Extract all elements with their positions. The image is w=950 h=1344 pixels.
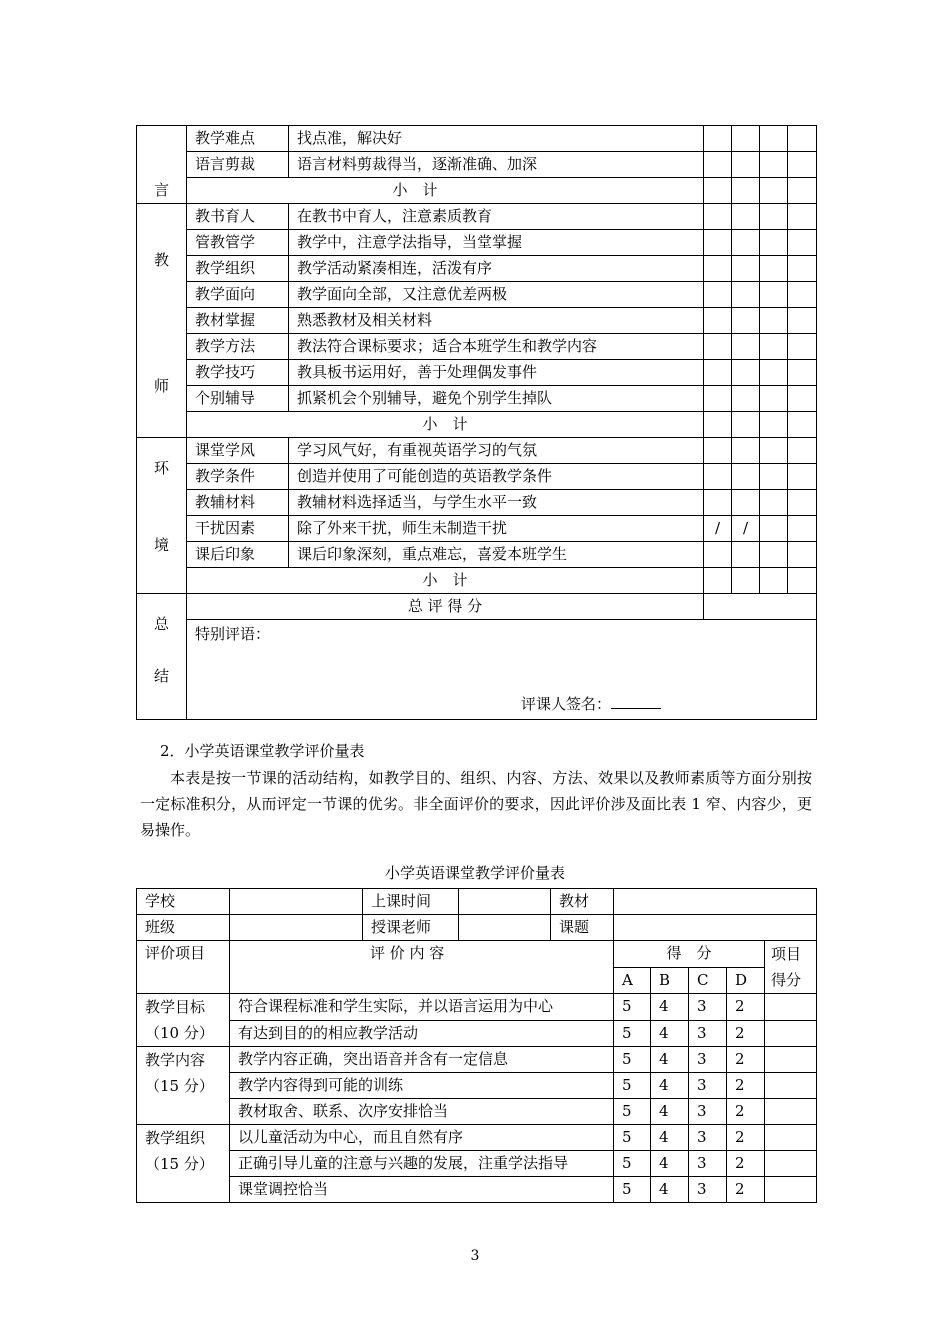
score-d: 2 bbox=[727, 1177, 765, 1203]
total-score-value bbox=[704, 594, 817, 620]
remark-label: 特别评语： bbox=[195, 625, 271, 644]
row-desc: 教学内容得到可能的训练 bbox=[230, 1073, 614, 1099]
score-b: 4 bbox=[651, 1177, 689, 1203]
subtotal-label: 小 计 bbox=[187, 178, 704, 204]
school-label: 学校 bbox=[137, 889, 230, 915]
table-row bbox=[137, 152, 817, 178]
total-score-label: 总 评 得 分 bbox=[187, 594, 704, 620]
teacher-value bbox=[459, 915, 551, 941]
score-a: 5 bbox=[614, 1125, 651, 1151]
school-value bbox=[230, 889, 363, 915]
score-d: 2 bbox=[727, 1099, 765, 1125]
item-desc: 教学中，注意学法指导，当堂掌握 bbox=[289, 230, 704, 256]
row-desc: 课堂调控恰当 bbox=[230, 1177, 614, 1203]
score-c: 3 bbox=[689, 1073, 727, 1099]
table-row bbox=[137, 334, 817, 360]
score-d: 2 bbox=[727, 994, 765, 1021]
group-goal: 教学目标 （10 分） bbox=[137, 994, 230, 1047]
score-c: 3 bbox=[689, 994, 727, 1021]
table-row bbox=[137, 464, 817, 490]
score-a: 5 bbox=[614, 1047, 651, 1073]
eval-item-header: 评价项目 bbox=[137, 941, 230, 994]
material-label: 教材 bbox=[551, 889, 614, 915]
item-score-cell bbox=[765, 1177, 817, 1203]
score-b: 4 bbox=[651, 994, 689, 1021]
table-row bbox=[137, 360, 817, 386]
item-label: 语言剪裁 bbox=[187, 152, 289, 178]
score-a: 5 bbox=[614, 1177, 651, 1203]
signature-line bbox=[611, 694, 661, 709]
item-desc: 学习风气好，有重视英语学习的气氛 bbox=[289, 438, 704, 464]
category-environment: 环 境 bbox=[137, 438, 187, 594]
eval-content-header: 评 价 内 容 bbox=[230, 941, 614, 994]
table-row bbox=[137, 1047, 817, 1073]
item-label: 课堂学风 bbox=[187, 438, 289, 464]
category-summary: 总 结 bbox=[137, 594, 187, 720]
table-row bbox=[137, 204, 817, 230]
item-desc: 在教书中育人，注意素质教育 bbox=[289, 204, 704, 230]
item-label: 管教管学 bbox=[187, 230, 289, 256]
score-mark: / bbox=[704, 516, 732, 542]
signer-label: 评课人签名： bbox=[521, 695, 612, 713]
table-row bbox=[137, 386, 817, 412]
table-row bbox=[137, 308, 817, 334]
table-row bbox=[137, 516, 817, 542]
table-row bbox=[137, 1125, 817, 1151]
item-label: 教学条件 bbox=[187, 464, 289, 490]
item-label: 教学方法 bbox=[187, 334, 289, 360]
item-score-cell bbox=[765, 1020, 817, 1047]
item-desc: 找点准，解决好 bbox=[289, 126, 704, 152]
row-desc: 符合课程标准和学生实际，并以语言运用为中心 bbox=[230, 994, 614, 1021]
score-a: 5 bbox=[614, 994, 651, 1021]
score-header: 得 分 bbox=[614, 941, 765, 968]
group-content: 教学内容 （15 分） bbox=[137, 1047, 230, 1125]
class-label: 班级 bbox=[137, 915, 230, 941]
row-desc: 正确引导儿童的注意与兴趣的发展，注重学法指导 bbox=[230, 1151, 614, 1177]
item-score-cell bbox=[765, 1151, 817, 1177]
score-b: 4 bbox=[651, 1073, 689, 1099]
item-desc: 抓紧机会个别辅导，避免个别学生掉队 bbox=[289, 386, 704, 412]
item-desc: 语言材料剪裁得当，逐渐准确、加深 bbox=[289, 152, 704, 178]
class-value bbox=[230, 915, 363, 941]
score-c: 3 bbox=[689, 1125, 727, 1151]
item-desc: 创造并使用了可能创造的英语教学条件 bbox=[289, 464, 704, 490]
remark-row bbox=[137, 620, 817, 720]
item-desc: 教具板书运用好，善于处理偶发事件 bbox=[289, 360, 704, 386]
score-b: 4 bbox=[651, 1151, 689, 1177]
info-row bbox=[137, 889, 817, 915]
table-row bbox=[137, 1177, 817, 1203]
signature-area bbox=[521, 692, 661, 717]
grade-a: A bbox=[614, 967, 651, 994]
evaluation-table-2 bbox=[136, 888, 817, 1203]
subtotal-row bbox=[137, 178, 817, 204]
table-row bbox=[137, 994, 817, 1021]
score-d: 2 bbox=[727, 1125, 765, 1151]
item-label: 教学组织 bbox=[187, 256, 289, 282]
category-teacher: 教 师 bbox=[137, 204, 187, 438]
item-label: 课后印象 bbox=[187, 542, 289, 568]
item-desc: 课后印象深刻，重点难忘，喜爱本班学生 bbox=[289, 542, 704, 568]
table-row bbox=[137, 230, 817, 256]
material-value bbox=[614, 889, 817, 915]
teacher-label: 授课老师 bbox=[363, 915, 459, 941]
item-label: 教学面向 bbox=[187, 282, 289, 308]
table-row bbox=[137, 256, 817, 282]
table-row bbox=[137, 542, 817, 568]
category-language: 言 bbox=[137, 126, 187, 204]
item-label: 教书育人 bbox=[187, 204, 289, 230]
intro-paragraph: 本表是按一节课的活动结构，如教学目的、组织、内容、方法、效果以及教师素质等方面分别按一定标准积分，从而评定一节课的优劣。非全面评价的要求，因此评价涉及面比表 1 窄、内容少，更易操作。 bbox=[140, 769, 812, 839]
header-row bbox=[137, 941, 817, 968]
item-label: 个别辅导 bbox=[187, 386, 289, 412]
score-c: 3 bbox=[689, 1177, 727, 1203]
item-score-cell bbox=[765, 994, 817, 1021]
topic-label: 课题 bbox=[551, 915, 614, 941]
score-b: 4 bbox=[651, 1125, 689, 1151]
section-title: 2．小学英语课堂教学评价量表 bbox=[160, 742, 365, 760]
item-score-cell bbox=[765, 1125, 817, 1151]
score-a: 5 bbox=[614, 1151, 651, 1177]
subtotal-label: 小 计 bbox=[187, 568, 704, 594]
subtotal-row bbox=[137, 568, 817, 594]
score-d: 2 bbox=[727, 1073, 765, 1099]
item-label: 干扰因素 bbox=[187, 516, 289, 542]
time-value bbox=[459, 889, 551, 915]
item-desc: 教法符合课标要求；适合本班学生和教学内容 bbox=[289, 334, 704, 360]
score-a: 5 bbox=[614, 1020, 651, 1047]
score-b: 4 bbox=[651, 1099, 689, 1125]
row-desc: 教材取舍、联系、次序安排恰当 bbox=[230, 1099, 614, 1125]
item-label: 教辅材料 bbox=[187, 490, 289, 516]
table-row bbox=[137, 1073, 817, 1099]
item-label: 教学难点 bbox=[187, 126, 289, 152]
score-c: 3 bbox=[689, 1151, 727, 1177]
item-desc: 教辅材料选择适当，与学生水平一致 bbox=[289, 490, 704, 516]
item-label: 教学技巧 bbox=[187, 360, 289, 386]
topic-value bbox=[614, 915, 817, 941]
time-label: 上课时间 bbox=[363, 889, 459, 915]
score-a: 5 bbox=[614, 1073, 651, 1099]
table-caption: 小学英语课堂教学评价量表 bbox=[384, 864, 565, 882]
item-score-cell bbox=[765, 1099, 817, 1125]
evaluation-table-1 bbox=[136, 125, 817, 720]
score-b: 4 bbox=[651, 1020, 689, 1047]
row-desc: 有达到目的的相应教学活动 bbox=[230, 1020, 614, 1047]
total-row bbox=[137, 594, 817, 620]
grade-c: C bbox=[689, 967, 727, 994]
score-d: 2 bbox=[727, 1151, 765, 1177]
table-row bbox=[137, 1151, 817, 1177]
item-score-header: 项目 得分 bbox=[765, 941, 817, 994]
score-mark: / bbox=[732, 516, 760, 542]
score-c: 3 bbox=[689, 1047, 727, 1073]
score-b: 4 bbox=[651, 1047, 689, 1073]
item-desc: 除了外来干扰，师生未制造干扰 bbox=[289, 516, 704, 542]
group-organization: 教学组织 （15 分） bbox=[137, 1125, 230, 1203]
row-desc: 教学内容正确，突出语音并含有一定信息 bbox=[230, 1047, 614, 1073]
score-d: 2 bbox=[727, 1047, 765, 1073]
score-c: 3 bbox=[689, 1099, 727, 1125]
item-score-cell bbox=[765, 1073, 817, 1099]
subtotal-label: 小 计 bbox=[187, 412, 704, 438]
item-label: 教材掌握 bbox=[187, 308, 289, 334]
table-row bbox=[137, 282, 817, 308]
item-desc: 熟悉教材及相关材料 bbox=[289, 308, 704, 334]
table-row bbox=[137, 1099, 817, 1125]
table-row bbox=[137, 438, 817, 464]
grade-b: B bbox=[651, 967, 689, 994]
special-remark bbox=[187, 620, 817, 720]
table-row bbox=[137, 490, 817, 516]
table-row bbox=[137, 126, 817, 152]
table-row bbox=[137, 1020, 817, 1047]
score-d: 2 bbox=[727, 1020, 765, 1047]
row-desc: 以儿童活动为中心，而且自然有序 bbox=[230, 1125, 614, 1151]
score-c: 3 bbox=[689, 1020, 727, 1047]
info-row bbox=[137, 915, 817, 941]
page-number: 3 bbox=[470, 1248, 480, 1264]
item-desc: 教学活动紧凑相连，活泼有序 bbox=[289, 256, 704, 282]
score-a: 5 bbox=[614, 1099, 651, 1125]
item-desc: 教学面向全部，又注意优差两极 bbox=[289, 282, 704, 308]
subtotal-row bbox=[137, 412, 817, 438]
item-score-cell bbox=[765, 1047, 817, 1073]
grade-d: D bbox=[727, 967, 765, 994]
